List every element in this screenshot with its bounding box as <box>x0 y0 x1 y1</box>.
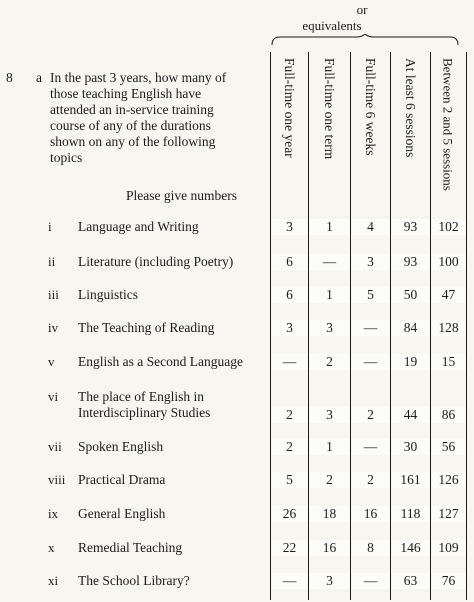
table-cell: 2 <box>310 472 349 488</box>
column-header-text: Full-time one term <box>322 58 337 160</box>
table-cell: 3 <box>272 320 307 336</box>
row-numeral: viii <box>48 472 66 487</box>
table-cell: 161 <box>392 472 429 488</box>
table-cell: 3 <box>352 254 389 270</box>
column-header <box>270 58 308 208</box>
column-rule <box>350 52 351 600</box>
table-cell: 15 <box>432 354 465 370</box>
row-numeral: v <box>48 354 55 369</box>
column-header <box>308 58 350 208</box>
table-cell: — <box>352 320 389 336</box>
table-cell: 1 <box>310 287 349 303</box>
table-cell: 2 <box>310 354 349 370</box>
table-cell: 146 <box>392 540 429 556</box>
column-rule <box>308 52 309 600</box>
table-cell: 127 <box>432 506 465 522</box>
table-cell: 44 <box>392 407 429 423</box>
row-label: Language and Writing <box>78 219 199 234</box>
table-cell: 2 <box>272 439 307 455</box>
column-rule <box>270 52 271 600</box>
column-header-text: Full-time 6 weeks <box>363 58 378 156</box>
table-cell: — <box>352 354 389 370</box>
table-cell: 2 <box>352 472 389 488</box>
table-cell: 63 <box>392 573 429 589</box>
row-numeral: x <box>48 540 55 555</box>
table-cell: — <box>272 573 307 589</box>
table-cell: 8 <box>352 540 389 556</box>
table-cell: 3 <box>310 407 349 423</box>
question-line: shown on any of the following <box>50 134 216 149</box>
table-cell: 47 <box>432 287 465 303</box>
table-cell: 50 <box>392 287 429 303</box>
row-label: Linguistics <box>78 287 138 302</box>
table-cell: 22 <box>272 540 307 556</box>
row-numeral: ii <box>48 254 56 269</box>
question-line: In the past 3 years, how many of <box>50 70 227 85</box>
row-label: English as a Second Language <box>78 354 243 369</box>
column-header-text: Full-time one year <box>282 58 297 158</box>
row-numeral: vi <box>48 389 59 404</box>
table-cell: 56 <box>432 439 465 455</box>
row-label: Remedial Teaching <box>78 540 183 555</box>
row-label: The School Library? <box>78 573 190 588</box>
question-line: attended an in-service training <box>50 102 214 117</box>
or-label: or <box>356 2 368 17</box>
table-cell: 76 <box>432 573 465 589</box>
table-cell: 5 <box>352 287 389 303</box>
table-cell: 128 <box>432 320 465 336</box>
table-cell: — <box>352 439 389 455</box>
row-numeral: iii <box>48 287 59 302</box>
row-numeral: i <box>48 219 52 234</box>
column-header <box>390 58 430 208</box>
question-line: course of any of the durations <box>50 118 211 133</box>
table-cell: 19 <box>392 354 429 370</box>
table-cell: 2 <box>272 407 307 423</box>
row-label: The place of English in <box>78 389 204 404</box>
table-cell: 3 <box>272 219 307 235</box>
table-cell: 5 <box>272 472 307 488</box>
table-cell: 1 <box>310 439 349 455</box>
table-cell: 4 <box>352 219 389 235</box>
table-cell: 3 <box>310 320 349 336</box>
column-rule <box>430 52 431 600</box>
table-cell: 126 <box>432 472 465 488</box>
row-label: Spoken English <box>78 439 164 454</box>
table-cell: — <box>272 354 307 370</box>
row-label: Literature (including Poetry) <box>78 254 234 269</box>
table-cell: 16 <box>352 506 389 522</box>
row-label: The Teaching of Reading <box>78 320 215 335</box>
table-cell: 1 <box>310 219 349 235</box>
column-header-text: Between 2 and 5 sessions <box>440 58 456 191</box>
table-cell: 100 <box>432 254 465 270</box>
question-number: 8 <box>6 70 13 85</box>
table-cell: 93 <box>392 219 429 235</box>
table-cell: 3 <box>310 573 349 589</box>
row-label: General English <box>78 506 166 521</box>
table-cell: 118 <box>392 506 429 522</box>
table-cell: 93 <box>392 254 429 270</box>
row-numeral: vii <box>48 439 62 454</box>
question-line: topics <box>50 150 83 165</box>
table-cell: — <box>352 573 389 589</box>
question-line: those teaching English have <box>50 86 202 101</box>
row-numeral: ix <box>48 506 59 521</box>
table-cell: 109 <box>432 540 465 556</box>
table-cell: 26 <box>272 506 307 522</box>
column-header <box>350 58 390 208</box>
table-cell: — <box>310 254 349 270</box>
table-cell: 16 <box>310 540 349 556</box>
brace-decoration <box>270 34 460 46</box>
row-label: Interdisciplinary Studies <box>78 405 211 420</box>
instruction-text: Please give numbers <box>126 188 237 203</box>
column-rule <box>466 52 467 600</box>
table-cell: 18 <box>310 506 349 522</box>
table-cell: 6 <box>272 254 307 270</box>
row-numeral: iv <box>48 320 59 335</box>
table-cell: 2 <box>352 407 389 423</box>
row-label: Practical Drama <box>78 472 166 487</box>
column-rule <box>390 52 391 600</box>
table-cell: 30 <box>392 439 429 455</box>
question-letter: a <box>36 70 42 85</box>
table-cell: 86 <box>432 407 465 423</box>
column-header-text: At least 6 sessions <box>403 58 418 158</box>
equivalents-label: equivalents <box>302 18 362 33</box>
table-cell: 84 <box>392 320 429 336</box>
column-header <box>430 58 466 208</box>
row-numeral: xi <box>48 573 59 588</box>
table-cell: 102 <box>432 219 465 235</box>
table-cell: 6 <box>272 287 307 303</box>
